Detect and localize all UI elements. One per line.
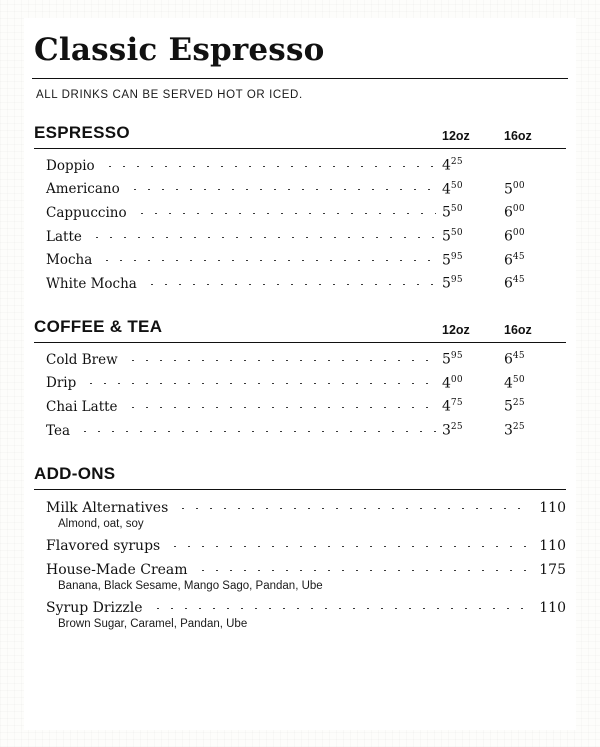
item-price-12oz: $5^{95}$ [442,350,463,368]
menu-row [34,371,566,395]
addon-name: Flavored syrups [46,537,161,554]
leader-dots [103,166,436,167]
addon-price: 110 [539,499,566,516]
leader-dots [176,508,526,509]
addon-row [34,532,566,554]
item-name: Drip [46,375,77,392]
addon-rows [34,494,566,630]
menu-row [34,271,566,295]
leader-dots [168,546,526,547]
item-price-12oz: $5^{95}$ [442,275,463,292]
section-title-coffee-and-tea: COFFEE & TEA [34,316,163,336]
addon-block [34,556,566,592]
section-title-espresso: ESPRESSO [34,123,130,142]
addon-row [34,594,566,616]
leader-dots [128,189,436,190]
menu-row [34,224,566,248]
section-espresso [28,123,572,295]
item-price-12oz: $4^{25}$ [442,157,463,174]
item-name: Mocha [46,252,93,269]
addon-price: 110 [539,537,566,554]
section-coffee-and-tea [28,317,572,442]
addon-description: Almond, oat, soy [58,517,144,530]
addon-price: 110 [539,599,566,616]
item-price-16oz: $5^{25}$ [504,398,525,415]
addon-block [34,532,566,554]
item-name: Cappuccino [46,204,127,221]
item-price-12oz: $4^{00}$ [442,374,463,392]
addon-row [34,494,566,516]
item-name: Doppio [46,157,95,174]
item-price-12oz: $5^{50}$ [442,204,463,221]
addon-row [34,556,566,578]
item-price-12oz: $4^{75}$ [442,398,463,415]
section-header-coffee-and-tea [34,317,566,343]
item-price-16oz: $6^{00}$ [504,204,525,221]
item-name: White Mocha [46,275,137,292]
menu-row [34,394,566,418]
leader-dots [126,360,436,361]
item-name: Latte [46,228,82,245]
addon-description: Banana, Black Sesame, Mango Sago, Pandan, Ube [58,579,323,592]
menu-subtitle: ALL DRINKS CAN BE SERVED HOT OR ICED. [36,89,303,101]
menu-row [34,418,566,442]
item-price-16oz: $6^{45}$ [504,350,525,368]
addon-name: Syrup Drizzle [46,599,143,616]
item-name: Chai Latte [46,398,118,415]
item-name: Cold Brew [46,351,118,368]
item-price-12oz: $5^{95}$ [442,251,463,269]
item-name: Americano [46,181,120,198]
addon-name: House-Made Cream [46,561,188,578]
section-header-add-ons [34,464,566,490]
leader-dots [78,431,436,432]
menu-row [34,177,566,201]
leader-dots [151,608,526,609]
item-price-16oz: $4^{50}$ [504,374,525,392]
section-add-ons [28,464,572,630]
leader-dots [196,570,526,571]
menu-row [34,153,566,177]
item-price-16oz: $6^{45}$ [504,275,525,292]
leader-dots [145,284,436,285]
title-divider [32,78,568,79]
leader-dots [135,213,436,214]
item-price-12oz: $5^{50}$ [442,227,463,245]
menu-row [34,200,566,224]
menu-rows-coffee-and-tea [34,347,566,442]
item-price-16oz: $6^{00}$ [504,227,525,245]
column-header-16oz-espresso: 16oz [504,129,532,143]
leader-dots [100,260,436,261]
item-price-12oz: $3^{25}$ [442,421,463,439]
section-title-add-ons: ADD-ONS [34,463,116,483]
addon-description: Brown Sugar, Caramel, Pandan, Ube [58,617,248,630]
addon-block [34,594,566,630]
item-name: Tea [46,422,70,439]
addon-block [34,494,566,530]
menu-row [34,248,566,272]
menu-row [34,347,566,371]
column-header-16oz-coffee: 16oz [504,322,532,337]
menu-rows-espresso [34,153,566,295]
item-price-16oz: $3^{25}$ [504,421,525,439]
leader-dots [84,383,436,384]
leader-dots [90,237,436,238]
addon-name: Milk Alternatives [46,499,169,516]
addon-price: 175 [539,561,566,578]
leader-dots [126,407,436,408]
page-title: Classic Espresso [34,32,325,68]
menu-card [24,18,576,730]
item-price-16oz: $5^{00}$ [504,180,525,198]
item-price-16oz: $6^{45}$ [504,251,525,269]
column-header-12oz-coffee: 12oz [442,322,470,337]
section-header-espresso [34,123,566,149]
item-price-12oz: $4^{50}$ [442,180,463,198]
column-header-12oz-espresso: 12oz [442,129,470,143]
